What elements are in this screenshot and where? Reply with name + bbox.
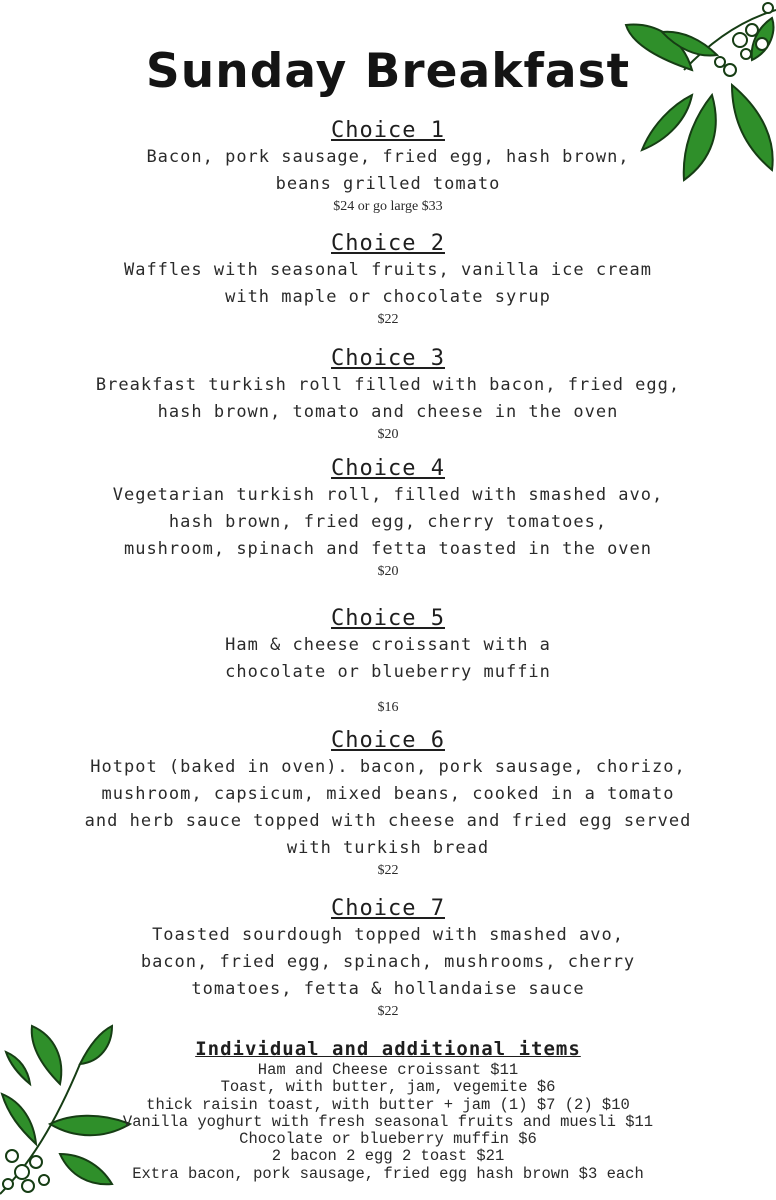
choice-price: $22 <box>377 863 399 878</box>
choice-title: Choice 6 <box>331 728 445 753</box>
menu-choice <box>0 346 776 444</box>
choice-description <box>0 632 776 686</box>
description-line: hash brown, fried egg, cherry tomatoes, <box>168 512 608 532</box>
menu-choice <box>0 896 776 1021</box>
choice-price: $16 <box>377 700 399 715</box>
list-item: Chocolate or blueberry muffin $6 <box>239 1130 537 1149</box>
list-item: Ham and Cheese croissant $11 <box>257 1061 519 1079</box>
additional-items-list <box>0 1062 776 1183</box>
description-line: beans grilled tomato <box>275 174 501 194</box>
choice-description <box>0 754 776 862</box>
choice-title: Choice 7 <box>331 896 445 921</box>
description-line: Ham & cheese croissant with a <box>225 635 551 655</box>
description-line: with turkish bread <box>286 838 490 858</box>
menu-choice <box>0 118 776 216</box>
description-line: bacon, fried egg, spinach, mushrooms, cherry <box>140 952 636 972</box>
choice-description <box>0 482 776 563</box>
choice-title: Choice 4 <box>331 456 445 481</box>
choice-description <box>0 922 776 1003</box>
choice-price: $20 <box>377 427 399 442</box>
description-line: Toasted sourdough topped with smashed avo, <box>152 925 624 945</box>
description-line: chocolate or blueberry muffin <box>225 662 551 682</box>
menu-title: Sunday Breakfast <box>145 44 631 99</box>
menu-choice <box>0 456 776 581</box>
list-item: thick raisin toast, with butter + jam (1) $7 (2) $10 <box>146 1095 630 1114</box>
choice-price: $22 <box>377 1004 399 1019</box>
description-line: and herb sauce topped with cheese and fried egg served <box>84 811 692 831</box>
choice-price: $20 <box>377 564 399 579</box>
description-line: tomatoes, fetta & hollandaise sauce <box>191 979 585 999</box>
additional-items-heading: Individual and additional items <box>195 1038 581 1060</box>
menu-choice <box>0 606 776 717</box>
choice-description <box>0 257 776 311</box>
list-item: Extra bacon, pork sausage, fried egg hash brown $3 each <box>132 1164 644 1183</box>
choice-title: Choice 2 <box>331 231 445 256</box>
choice-title: Choice 5 <box>331 606 445 631</box>
description-line: hash brown, tomato and cheese in the oven <box>157 402 619 422</box>
choice-title: Choice 1 <box>331 118 445 143</box>
list-item: 2 bacon 2 egg 2 toast $21 <box>271 1147 505 1166</box>
choice-price: $22 <box>377 312 399 327</box>
list-item: Vanilla yoghurt with fresh seasonal fruits and muesli $11 <box>122 1112 654 1131</box>
description-line: Waffles with seasonal fruits, vanilla ice cream <box>123 260 653 280</box>
additional-items-section <box>0 1036 776 1183</box>
menu-choice <box>0 231 776 329</box>
description-line: with maple or chocolate syrup <box>225 287 551 307</box>
description-line: mushroom, capsicum, mixed beans, cooked in a tomato <box>101 784 675 804</box>
choice-price: $24 or go large $33 <box>333 199 443 214</box>
description-line: Breakfast turkish roll filled with bacon, fried egg, <box>95 375 681 395</box>
menu-choice <box>0 728 776 880</box>
choice-title: Choice 3 <box>331 346 445 371</box>
list-item: Toast, with butter, jam, vegemite $6 <box>220 1078 556 1097</box>
choice-description <box>0 372 776 426</box>
description-line: mushroom, spinach and fetta toasted in the oven <box>123 539 653 559</box>
description-line: Hotpot (baked in oven). bacon, pork sausage, chorizo, <box>90 757 686 777</box>
description-line: Bacon, pork sausage, fried egg, hash brown, <box>146 147 630 167</box>
choice-description <box>0 144 776 198</box>
description-line: Vegetarian turkish roll, filled with smashed avo, <box>112 485 664 505</box>
